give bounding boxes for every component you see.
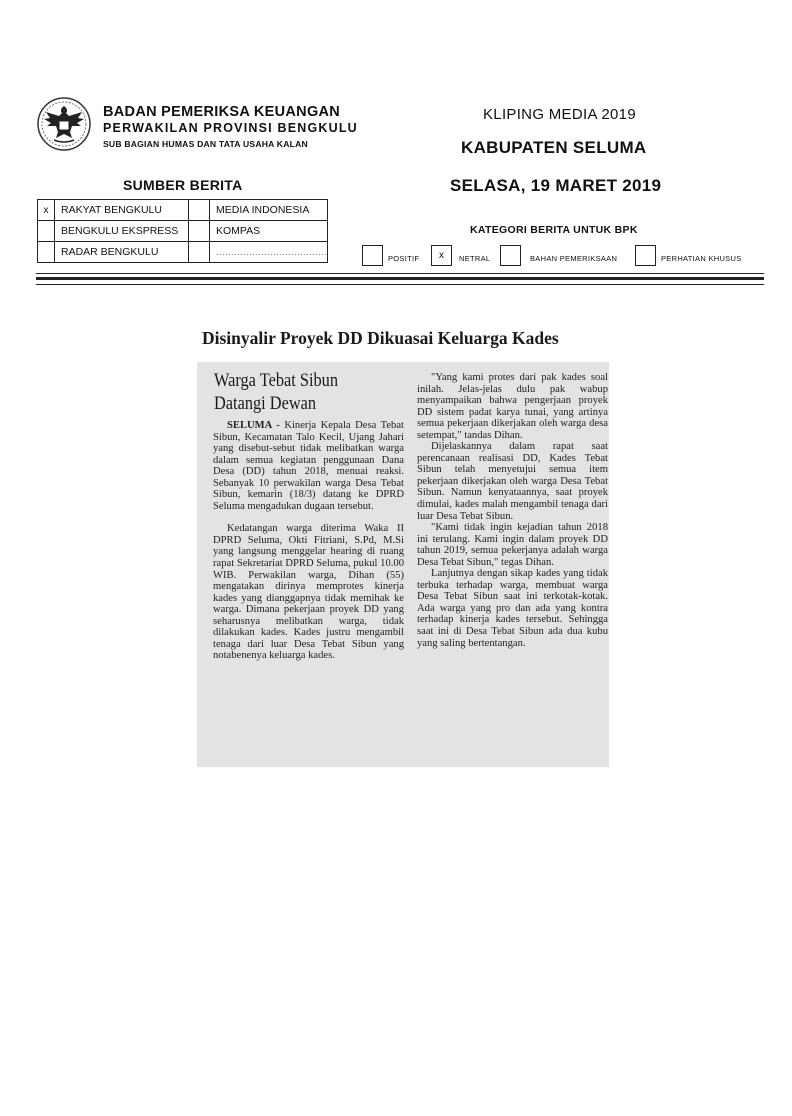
source-name: MEDIA INDONESIA: [210, 200, 328, 221]
paragraph-spacer: [213, 512, 404, 523]
article-paragraph: Lanjutnya dengan sikap kades yang tidak terbuka terhadap warga, membuat warga Desa Tebat Sibun saat ini terkotak-kotak. Ada warga yang pro dan ada yang kontra terhadap kinerja kades tersebut. Sehingga saat ini di Desa Tebat Sibun ada dua kubu yang saling bertentangan.: [417, 568, 608, 649]
checkbox-bahan-pemeriksaan[interactable]: [500, 245, 521, 266]
article-headline: Disinyalir Proyek DD Dikuasai Keluarga Kades: [202, 328, 559, 348]
org-name: BADAN PEMERIKSA KEUANGAN: [103, 104, 341, 120]
article-column-1: [213, 420, 404, 662]
checkbox-netral[interactable]: x: [431, 245, 452, 266]
source-mark: [38, 221, 55, 242]
kliping-title: KLIPING MEDIA 2019: [483, 106, 636, 123]
source-name: BENGKULU EKSPRESS: [55, 221, 189, 242]
article-paragraph: SELUMA - Kinerja Kepala Desa Tebat Sibun, Kecamatan Talo Kecil, Ujang Jahari yang disebut-sebut tidak melibatkan warga dalam semua kegiatan penggunaan Dana Desa (DD) tahun 2018, menuai reaksi. Sebanyak 10 perwakilan warga Desa Tebat Sibun, kemarin (18/3) datang ke DPRD Seluma mengadukan dugaan tersebut.: [213, 420, 405, 512]
source-name-blank: .....................................: [210, 242, 328, 263]
source-row: [38, 242, 328, 263]
checkbox-label-netral: NETRAL: [459, 254, 491, 263]
article-paragraph: Dijelaskannya dalam rapat saat perencanaan realisasi DD, Kades Tebat Sibun telah menyetujui semua item pekerjaan dikerjakan oleh warga Desa Tebat Sibun. Namun kenyataannya, saat proyek dimulai, kades malah mengambil tenaga dari luar Desa Tebat Sibun.: [417, 441, 608, 522]
article-paragraph: "Yang kami protes dari pak kades soal inilah. Jelas-jelas dulu pak wabup menyampaikan bahwa pengerjaan proyek DD sistem padat karya tunai, yang artinya semua pekerjaan dikerjakan oleh warga desa setempat," tandas Dihan.: [417, 372, 608, 441]
checkbox-label-perhatian-khusus: PERHATIAN KHUSUS: [661, 254, 742, 263]
subheadline-line: Warga Tebat Sibun: [214, 370, 339, 391]
org-division: SUB BAGIAN HUMAS DAN TATA USAHA KALAN: [103, 139, 308, 149]
source-name: RAKYAT BENGKULU: [55, 200, 189, 221]
org-branch: PERWAKILAN PROVINSI BENGKULU: [103, 121, 358, 135]
header-divider: [36, 284, 764, 285]
sumber-berita-title: SUMBER BERITA: [123, 177, 243, 193]
article-dateline: SELUMA -: [227, 420, 280, 431]
source-name: RADAR BENGKULU: [55, 242, 189, 263]
date-title: SELASA, 19 MARET 2019: [450, 176, 662, 195]
source-mark: [189, 200, 210, 221]
checkbox-perhatian-khusus[interactable]: [635, 245, 656, 266]
subheadline-line: Datangi Dewan: [214, 393, 317, 414]
checkbox-label-positif: POSITIF: [388, 254, 420, 263]
source-mark: [38, 242, 55, 263]
source-table: [37, 199, 328, 263]
source-name: KOMPAS: [210, 221, 328, 242]
source-mark: [189, 221, 210, 242]
kabupaten-title: KABUPATEN SELUMA: [461, 138, 647, 157]
garuda-emblem-icon: [36, 94, 92, 154]
header-divider: [36, 273, 764, 274]
source-row: [38, 221, 328, 242]
kategori-title: KATEGORI BERITA UNTUK BPK: [470, 224, 638, 236]
source-mark: x: [38, 200, 55, 221]
checkbox-positif[interactable]: [362, 245, 383, 266]
article-paragraph: Kedatangan warga diterima Waka II DPRD Seluma, Okti Fitriani, S.Pd, M.Si yang langsung menggelar hearing di ruang rapat Sekretariat DPRD Seluma, pukul 10.00 WIB. Perwakilan warga, Dihan (55) mengatakan dirinya memprotes kinerja kades yang dianggapnya tidak memihak ke warga. Dimana pekerjaan proyek DD yang seharusnya melibatkan warga, tidak dilakukan kades. Kades justru mengambil tenaga dari luar Desa Tebat Sibun yang notabenenya keluarga kades.: [213, 523, 404, 662]
article-subheadline: [214, 369, 338, 415]
article-column-2: [417, 372, 608, 649]
checkbox-label-bahan-pemeriksaan: BAHAN PEMERIKSAAN: [530, 254, 618, 263]
source-row: [38, 200, 328, 221]
article-paragraph: "Kami tidak ingin kejadian tahun 2018 ini terulang. Kami ingin dalam proyek DD tahun 2019, semua pekerjanya adalah warga Desa Tebat Sibun," tegas Dihan.: [417, 522, 608, 568]
header-divider-thick: [36, 277, 764, 280]
source-mark: [189, 242, 210, 263]
